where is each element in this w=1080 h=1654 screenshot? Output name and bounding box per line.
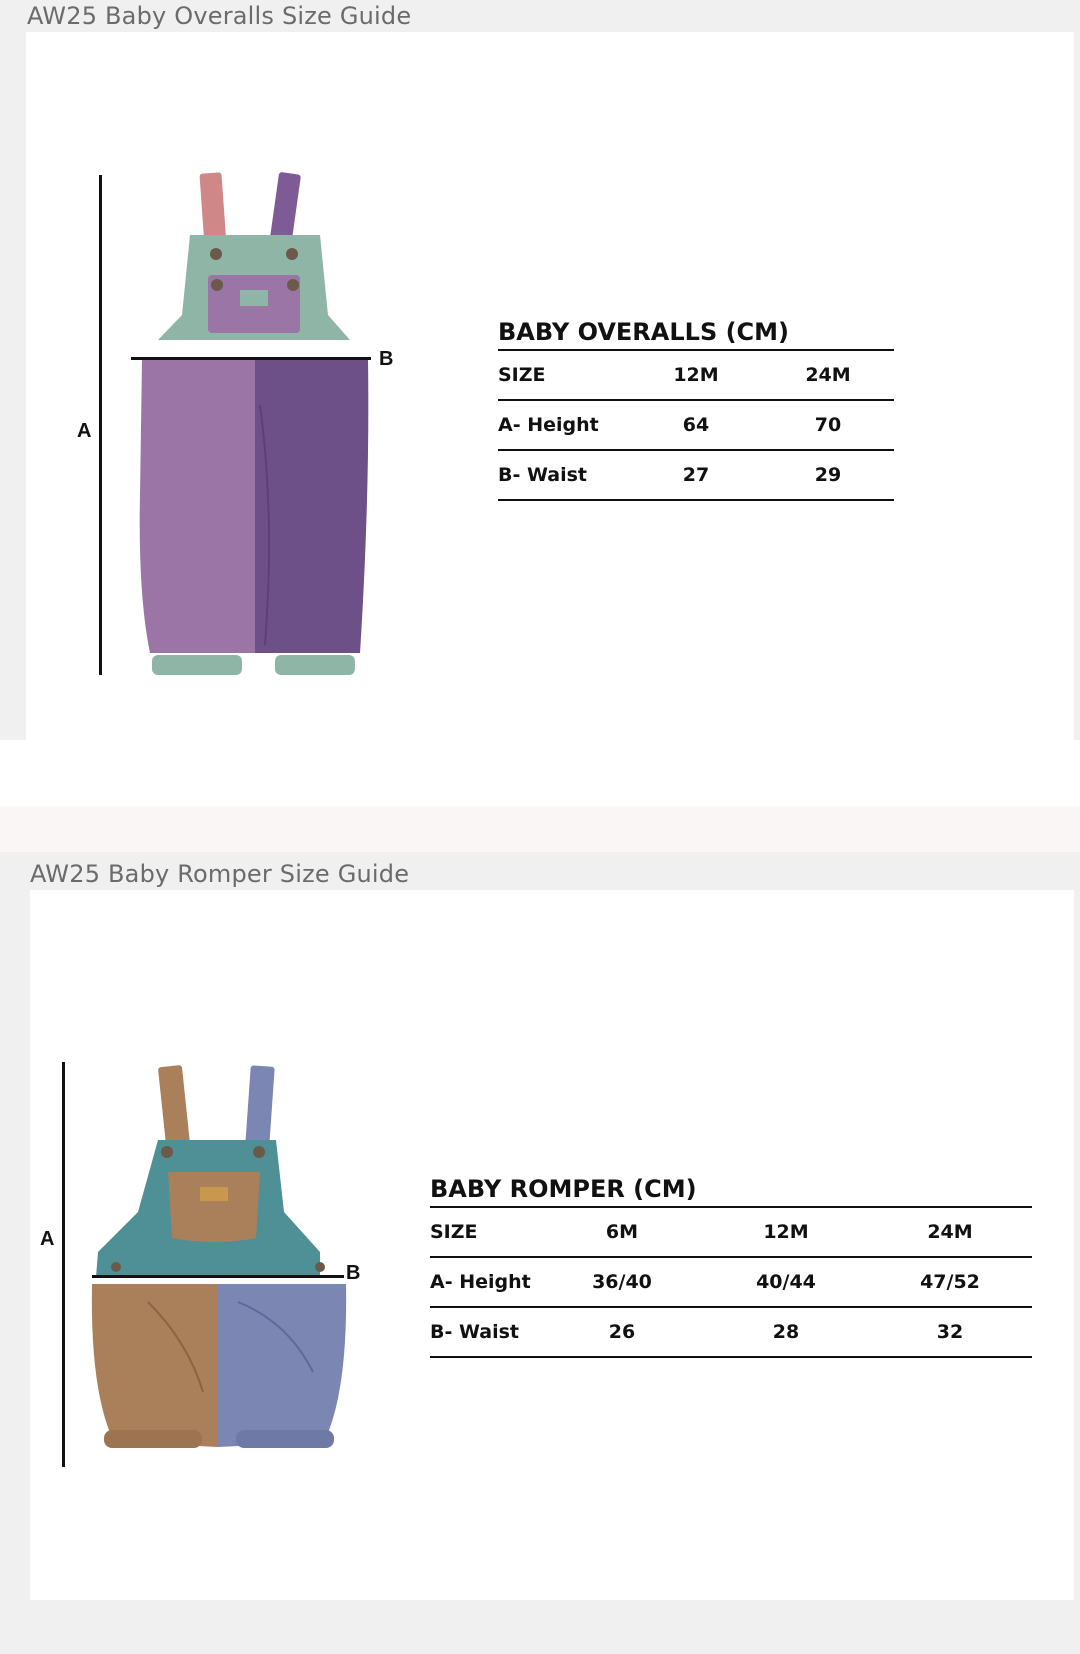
- height-label: A: [40, 1228, 55, 1250]
- table-header-cell: 24M: [805, 364, 851, 386]
- table-header-cell: 12M: [673, 364, 719, 386]
- table-header-cell: SIZE: [498, 364, 546, 386]
- table-cell: 26: [608, 1321, 636, 1343]
- height-label: A: [77, 420, 92, 442]
- baby-romper-image: [88, 1062, 361, 1458]
- table-cell: 27: [682, 464, 710, 486]
- table-cell: 32: [936, 1321, 964, 1343]
- romper-size-table: [430, 1172, 1032, 1358]
- height-measure-line: [62, 1062, 65, 1467]
- section-separator: [0, 806, 1080, 852]
- waist-label: B: [379, 348, 394, 370]
- table-cell: 28: [772, 1321, 800, 1343]
- table-header-cell: 24M: [927, 1221, 973, 1243]
- table-row: [430, 1308, 1032, 1358]
- table-header-row: [498, 351, 894, 401]
- table-header-cell: SIZE: [430, 1221, 478, 1243]
- table-row: [498, 451, 894, 501]
- romper-guide-title: AW25 Baby Romper Size Guide: [30, 860, 410, 888]
- table-cell: 29: [814, 464, 842, 486]
- table-cell: B- Waist: [498, 464, 587, 486]
- overalls-guide-title: AW25 Baby Overalls Size Guide: [27, 2, 412, 30]
- table-header-cell: 12M: [763, 1221, 809, 1243]
- table-cell: A- Height: [430, 1271, 531, 1293]
- table-header-cell: 6M: [605, 1221, 639, 1243]
- waist-label: B: [346, 1262, 361, 1284]
- overalls-size-table: [498, 315, 894, 501]
- table-cell: 36/40: [592, 1271, 652, 1293]
- table-row: [430, 1258, 1032, 1308]
- baby-overalls-image: [130, 165, 380, 680]
- table-title: BABY OVERALLS (CM): [498, 318, 790, 346]
- waist-measure-line: [92, 1275, 344, 1278]
- table-cell: B- Waist: [430, 1321, 519, 1343]
- table-header-row: [430, 1208, 1032, 1258]
- table-cell: A- Height: [498, 414, 599, 436]
- height-measure-line: [99, 175, 102, 675]
- table-cell: 64: [682, 414, 710, 436]
- waist-measure-line: [131, 357, 371, 360]
- table-row: [498, 401, 894, 451]
- table-cell: 40/44: [756, 1271, 816, 1293]
- table-cell: 70: [814, 414, 842, 436]
- table-title: BABY ROMPER (CM): [430, 1175, 697, 1203]
- table-cell: 47/52: [920, 1271, 980, 1293]
